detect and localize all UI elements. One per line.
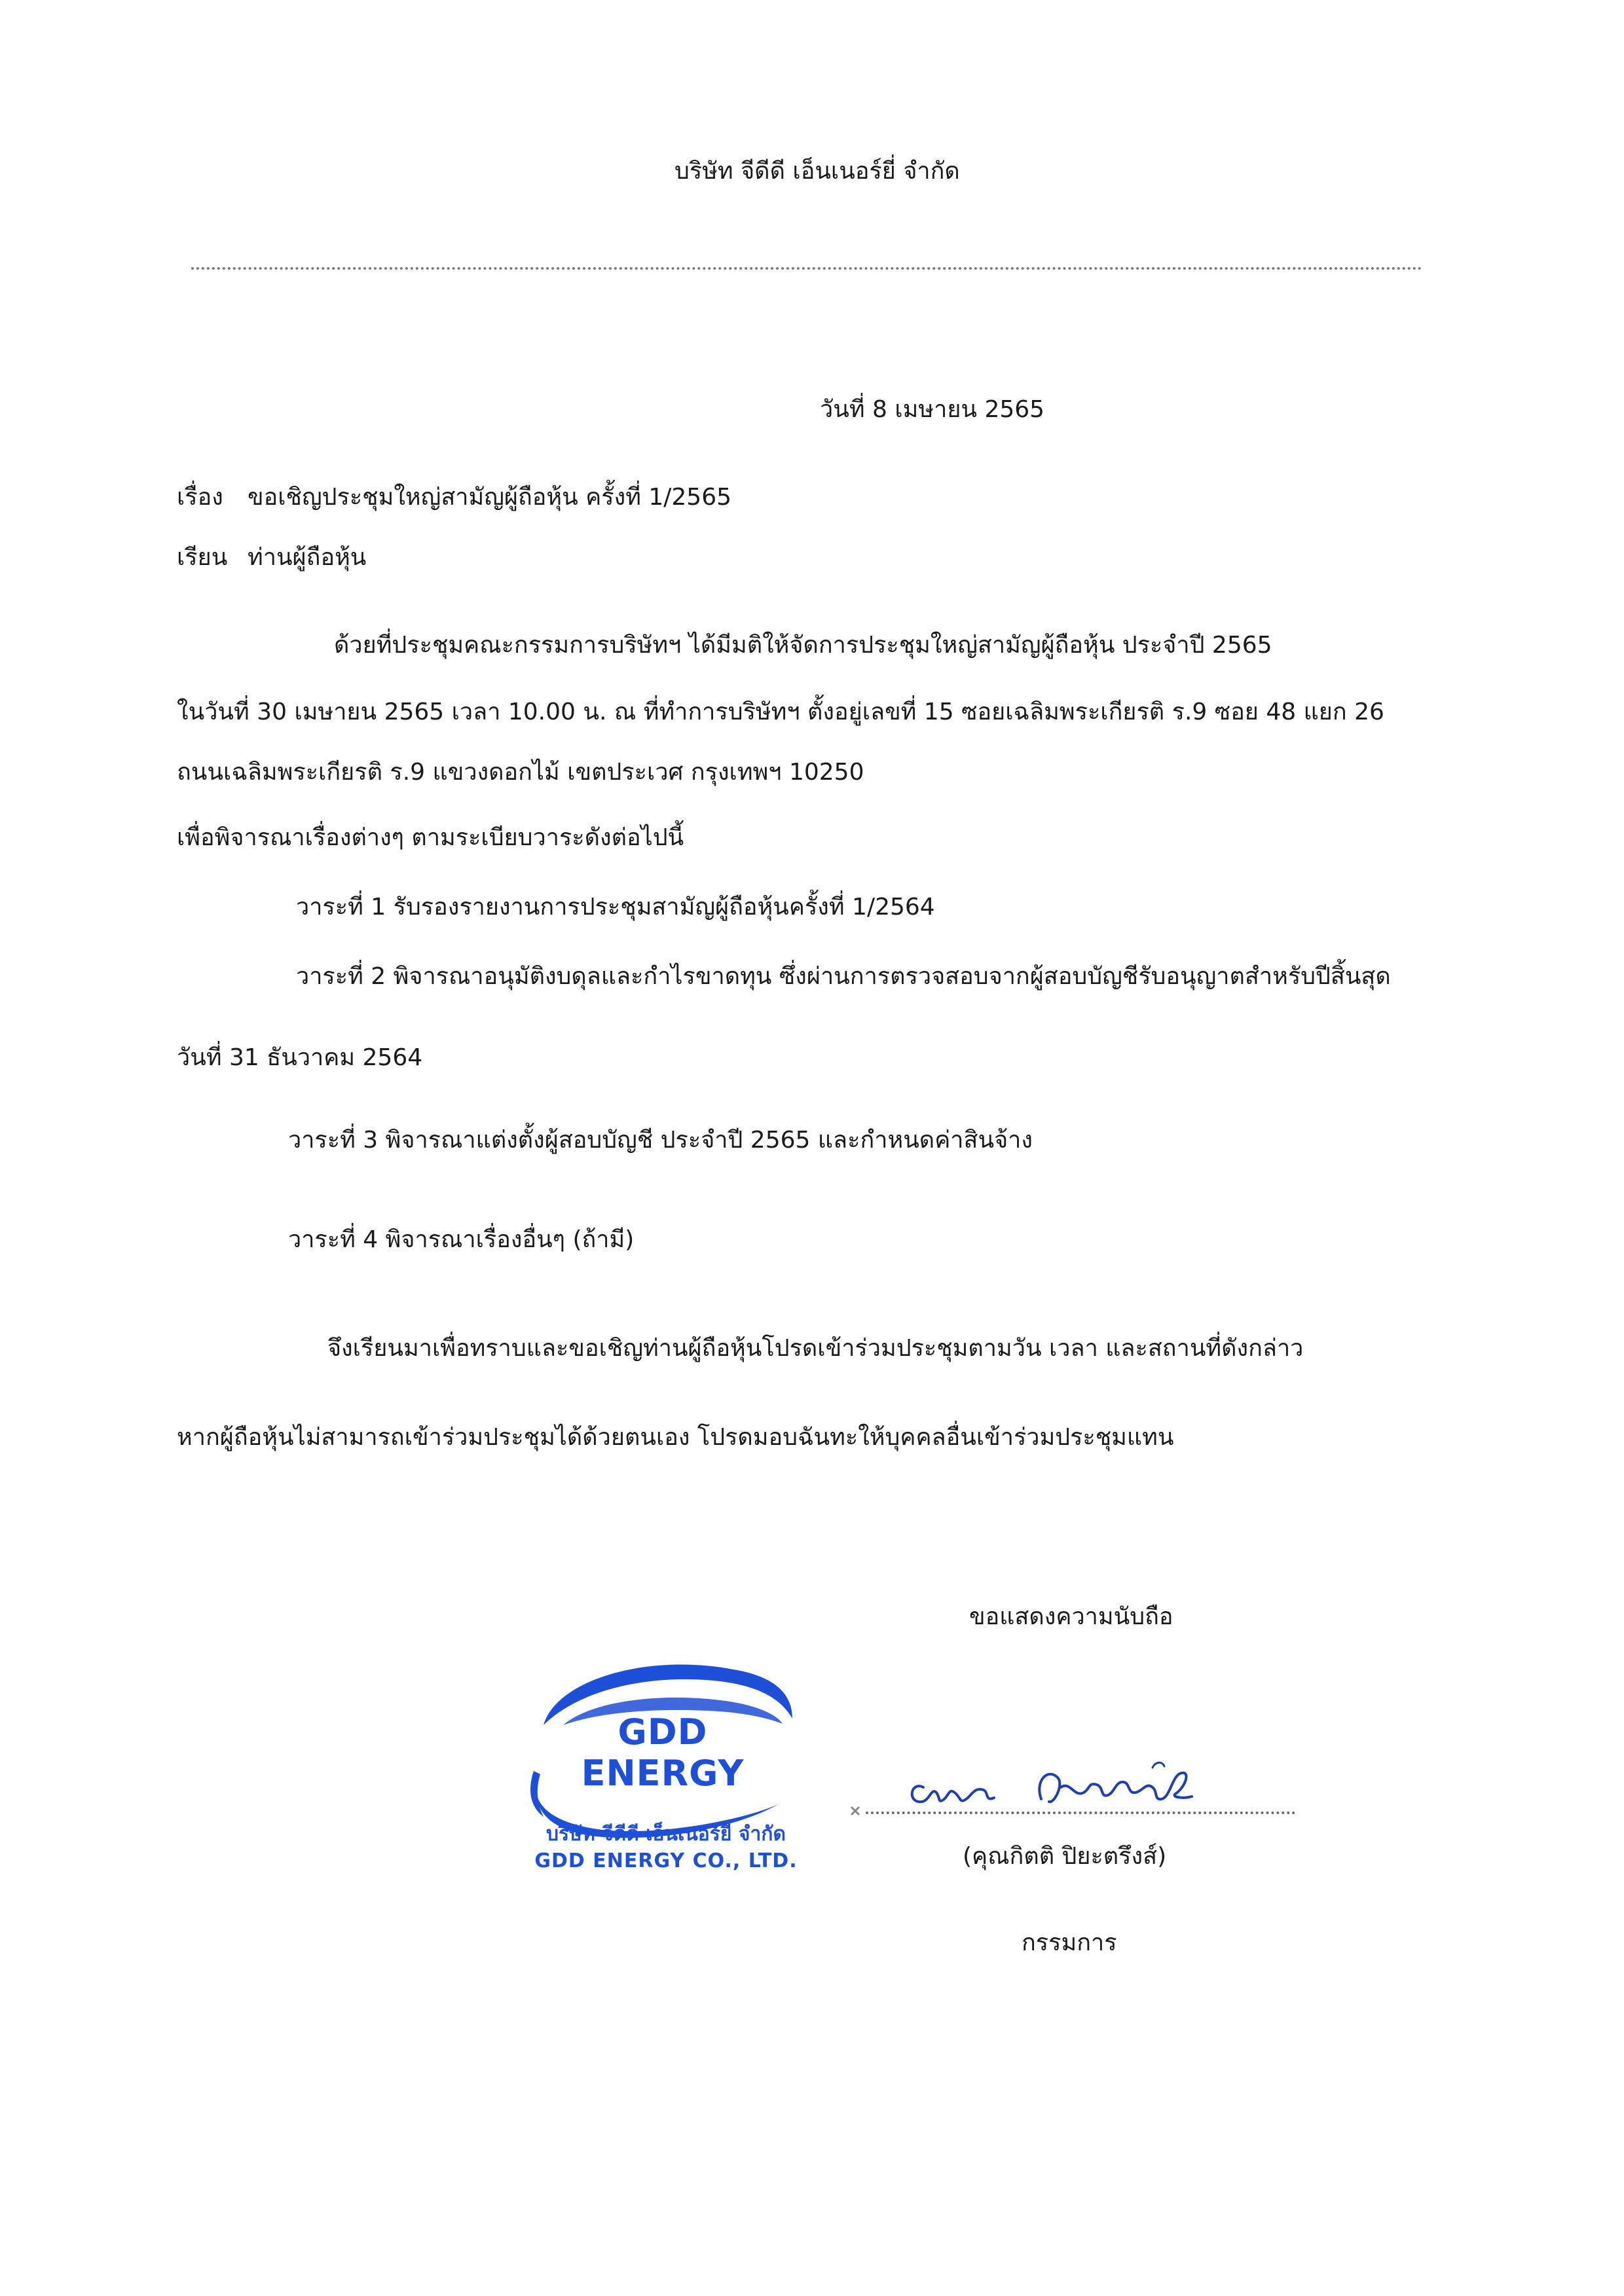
- company-header: บริษัท จีดีดี เอ็นเนอร์ยี่ จำกัด: [674, 158, 960, 185]
- signer-title: กรรมการ: [1022, 1929, 1117, 1956]
- header-divider: [191, 267, 1422, 270]
- logo-thai-name: บริษัท จีดีดี เอ็นเนอร์ยี่ จำกัด: [546, 1823, 786, 1846]
- subject-label: เรื่อง: [177, 484, 223, 511]
- agenda-item-2-line-2: วันที่ 31 ธันวาคม 2564: [177, 1044, 423, 1071]
- subject-row: [177, 481, 731, 515]
- to-text: ท่านผู้ถือหุ้น: [248, 544, 367, 571]
- closing-line-2: หากผู้ถือหุ้นไม่สามารถเข้าร่วมประชุมได้ด้วยตนเอง โปรดมอบฉันทะให้บุคคลอื่นเข้าร่วมประชุมแทน: [177, 1424, 1174, 1451]
- body-line-2: ในวันที่ 30 เมษายน 2565 เวลา 10.00 น. ณ ที่ทำการบริษัทฯ ตั้งอยู่เลขที่ 15 ซอยเฉลิมพระเกียรติ ร.9 ซอย 48 แยก 26: [177, 699, 1384, 725]
- logo-main-text: GDD ENERGY: [581, 1711, 745, 1794]
- signer-name: (คุณกิตติ ปิยะตรึงส์): [963, 1843, 1167, 1870]
- closing-line-1: จึงเรียนมาเพื่อทราบและขอเชิญท่านผู้ถือหุ้นโปรดเข้าร่วมประชุมตามวัน เวลา และสถานที่ดังกล่าว: [327, 1335, 1304, 1362]
- letter-date: วันที่ 8 เมษายน 2565: [820, 396, 1045, 423]
- subject-text: ขอเชิญประชุมใหญ่สามัญผู้ถือหุ้น ครั้งที่ 1/2565: [248, 484, 732, 511]
- signature-line: [866, 1812, 1295, 1814]
- to-row: [177, 541, 366, 575]
- body-line-3: ถนนเฉลิมพระเกียรติ ร.9 แขวงดอกไม้ เขตประเวศ กรุงเทพฯ 10250: [177, 759, 864, 786]
- to-label: เรียน: [177, 544, 228, 571]
- sign-off: ขอแสดงความนับถือ: [969, 1603, 1173, 1630]
- body-line-4: เพื่อพิจารณาเรื่องต่างๆ ตามระเบียบวาระดังต่อไปนี้: [177, 824, 684, 851]
- agenda-item-4: วาระที่ 4 พิจารณาเรื่องอื่นๆ (ถ้ามี): [288, 1226, 635, 1253]
- agenda-item-1: วาระที่ 1 รับรองรายงานการประชุมสามัญผู้ถือหุ้นครั้งที่ 1/2564: [296, 894, 935, 920]
- logo-english-name: GDD ENERGY CO., LTD.: [534, 1850, 798, 1872]
- agenda-item-3: วาระที่ 3 พิจารณาแต่งตั้งผู้สอบบัญชี ประจำปี 2565 และกำหนดค่าสินจ้าง: [288, 1127, 1033, 1154]
- agenda-item-2-line-1: วาระที่ 2 พิจารณาอนุมัติงบดุลและกำไรขาดทุน ซึ่งผ่านการตรวจสอบจากผู้สอบบัญชีรับอนุญาตสำหรับปีสิ้นสุด: [296, 963, 1391, 990]
- body-line-1: ด้วยที่ประชุมคณะกรรมการบริษัทฯ ได้มีมติให้จัดการประชุมใหญ่สามัญผู้ถือหุ้น ประจำปี 2565: [334, 632, 1272, 659]
